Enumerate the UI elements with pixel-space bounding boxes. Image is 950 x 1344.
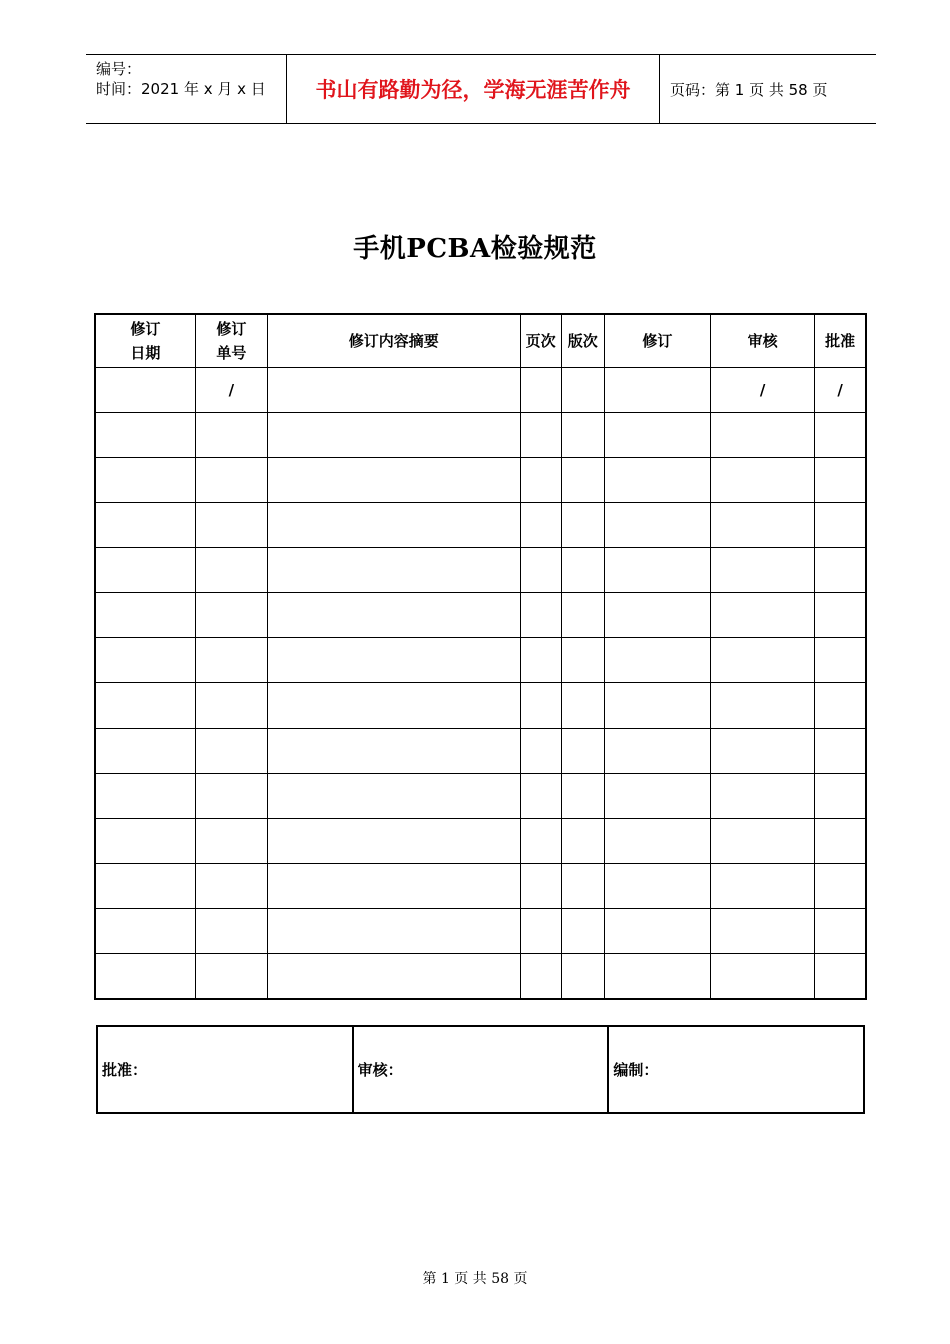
revision-cell <box>561 863 604 908</box>
page-footer: 第 1 页 共 58 页 <box>422 1271 528 1287</box>
revision-cell <box>561 458 604 503</box>
revision-cell <box>267 818 520 863</box>
revision-cell <box>195 908 267 953</box>
revision-cell <box>711 638 815 683</box>
revision-cell <box>195 458 267 503</box>
revision-header-cell <box>195 314 267 368</box>
revision-cell <box>711 548 815 593</box>
revision-cell <box>604 818 710 863</box>
signature-table <box>96 1025 865 1114</box>
revision-cell <box>815 503 866 548</box>
revision-cell <box>267 458 520 503</box>
revision-cell <box>711 683 815 728</box>
revision-cell <box>815 818 866 863</box>
revision-cell <box>520 638 561 683</box>
revision-cell <box>267 908 520 953</box>
revision-cell <box>520 773 561 818</box>
revision-cell <box>604 638 710 683</box>
document-time-label: 时间：2021 年 x 月 x 日 <box>96 80 266 98</box>
table-row <box>95 638 866 683</box>
revision-header-cell <box>604 314 710 368</box>
revision-cell <box>561 503 604 548</box>
revision-header-cell <box>95 314 195 368</box>
revision-cell <box>604 368 710 413</box>
revision-cell <box>711 863 815 908</box>
revision-cell <box>561 818 604 863</box>
review-signature-field: 审核： <box>353 1026 609 1113</box>
revision-cell <box>195 548 267 593</box>
revision-header-text: 修订 <box>216 320 247 338</box>
page-header <box>86 54 876 124</box>
revision-cell <box>267 773 520 818</box>
revision-cell <box>95 728 195 773</box>
revision-cell: / <box>815 368 866 413</box>
table-row <box>95 908 866 953</box>
revision-cell <box>604 413 710 458</box>
revision-cell <box>95 638 195 683</box>
revision-cell <box>520 728 561 773</box>
revision-cell <box>520 593 561 638</box>
revision-cell <box>95 548 195 593</box>
revision-cell <box>95 413 195 458</box>
revision-header-row <box>95 314 866 368</box>
revision-cell <box>95 368 195 413</box>
revision-cell <box>815 413 866 458</box>
revision-cell <box>604 593 710 638</box>
revision-header-cell <box>561 314 604 368</box>
revision-cell <box>604 773 710 818</box>
revision-cell <box>561 683 604 728</box>
revision-header-text: 修订 <box>130 320 161 338</box>
revision-cell <box>815 638 866 683</box>
table-row <box>95 503 866 548</box>
revision-cell <box>561 548 604 593</box>
revision-cell <box>195 953 267 999</box>
revision-cell <box>195 638 267 683</box>
revision-cell <box>520 818 561 863</box>
revision-cell <box>711 908 815 953</box>
revision-cell <box>561 368 604 413</box>
revision-header-cell <box>815 314 866 368</box>
revision-cell <box>520 548 561 593</box>
document-title: 手机PCBA检验规范 <box>353 234 597 264</box>
table-row <box>95 818 866 863</box>
revision-cell <box>711 953 815 999</box>
revision-header-cell <box>711 314 815 368</box>
revision-cell <box>561 908 604 953</box>
revision-cell <box>711 728 815 773</box>
approve-signature-field: 批准： <box>97 1026 353 1113</box>
revision-cell <box>95 683 195 728</box>
revision-cell <box>604 548 710 593</box>
table-row <box>95 953 866 999</box>
revision-cell <box>520 368 561 413</box>
revision-header-text: 批准 <box>825 332 856 350</box>
table-row <box>95 413 866 458</box>
revision-cell <box>195 503 267 548</box>
revision-cell <box>604 908 710 953</box>
revision-cell <box>195 593 267 638</box>
table-row <box>95 863 866 908</box>
revision-cell <box>267 953 520 999</box>
revision-cell <box>561 773 604 818</box>
revision-cell <box>267 863 520 908</box>
revision-cell <box>520 863 561 908</box>
revision-cell <box>95 773 195 818</box>
table-row <box>95 683 866 728</box>
revision-cell <box>195 818 267 863</box>
revision-cell <box>520 953 561 999</box>
revision-cell <box>195 728 267 773</box>
revision-cell <box>195 413 267 458</box>
table-row <box>95 458 866 503</box>
revision-cell <box>95 953 195 999</box>
revision-cell <box>815 773 866 818</box>
table-row <box>95 593 866 638</box>
revision-cell <box>815 908 866 953</box>
table-row <box>95 548 866 593</box>
revision-cell <box>815 548 866 593</box>
revision-table <box>94 313 867 1000</box>
revision-header-text: 单号 <box>216 344 247 362</box>
revision-cell <box>267 413 520 458</box>
table-row <box>95 773 866 818</box>
revision-cell <box>520 908 561 953</box>
revision-cell <box>604 863 710 908</box>
revision-cell <box>195 683 267 728</box>
revision-cell <box>95 818 195 863</box>
revision-cell <box>267 503 520 548</box>
revision-cell <box>561 953 604 999</box>
revision-cell <box>561 593 604 638</box>
revision-cell <box>95 908 195 953</box>
revision-header-text: 日期 <box>130 344 161 362</box>
revision-cell <box>815 683 866 728</box>
revision-header-cell <box>520 314 561 368</box>
revision-cell <box>95 863 195 908</box>
revision-cell <box>604 458 710 503</box>
revision-cell <box>520 458 561 503</box>
revision-cell <box>604 728 710 773</box>
revision-header-text: 审核 <box>747 332 778 350</box>
header-motto: 书山有路勤为径，学海无涯苦作舟 <box>286 55 660 123</box>
revision-cell <box>561 638 604 683</box>
revision-cell <box>520 413 561 458</box>
revision-cell: / <box>195 368 267 413</box>
revision-cell <box>711 818 815 863</box>
revision-cell <box>520 683 561 728</box>
revision-cell <box>604 953 710 999</box>
revision-cell <box>267 368 520 413</box>
revision-cell <box>711 413 815 458</box>
revision-header-text: 修订内容摘要 <box>348 332 439 350</box>
revision-cell <box>604 503 710 548</box>
compile-signature-field: 编制： <box>608 1026 864 1113</box>
revision-cell: / <box>711 368 815 413</box>
revision-cell <box>520 503 561 548</box>
revision-cell <box>95 503 195 548</box>
revision-cell <box>815 953 866 999</box>
revision-cell <box>711 593 815 638</box>
revision-cell <box>195 863 267 908</box>
table-row <box>95 728 866 773</box>
revision-cell <box>815 728 866 773</box>
revision-cell <box>711 503 815 548</box>
revision-cell <box>604 683 710 728</box>
revision-cell <box>815 458 866 503</box>
revision-cell <box>267 683 520 728</box>
revision-cell <box>95 458 195 503</box>
revision-header-text: 修订 <box>642 332 673 350</box>
revision-cell <box>815 593 866 638</box>
revision-cell <box>711 458 815 503</box>
revision-header-text: 页次 <box>525 332 556 350</box>
revision-cell <box>267 593 520 638</box>
header-page-code: 页码：第 1 页 共 58 页 <box>670 80 828 99</box>
revision-cell <box>95 593 195 638</box>
revision-header-text: 版次 <box>567 332 598 350</box>
table-row <box>95 368 866 413</box>
revision-cell <box>561 413 604 458</box>
revision-cell <box>561 728 604 773</box>
document-number-label: 编号： <box>96 60 142 78</box>
revision-cell <box>815 863 866 908</box>
revision-cell <box>711 773 815 818</box>
revision-cell <box>195 773 267 818</box>
revision-cell <box>267 728 520 773</box>
revision-header-cell <box>267 314 520 368</box>
header-meta <box>86 55 286 123</box>
revision-cell <box>267 548 520 593</box>
revision-cell <box>267 638 520 683</box>
